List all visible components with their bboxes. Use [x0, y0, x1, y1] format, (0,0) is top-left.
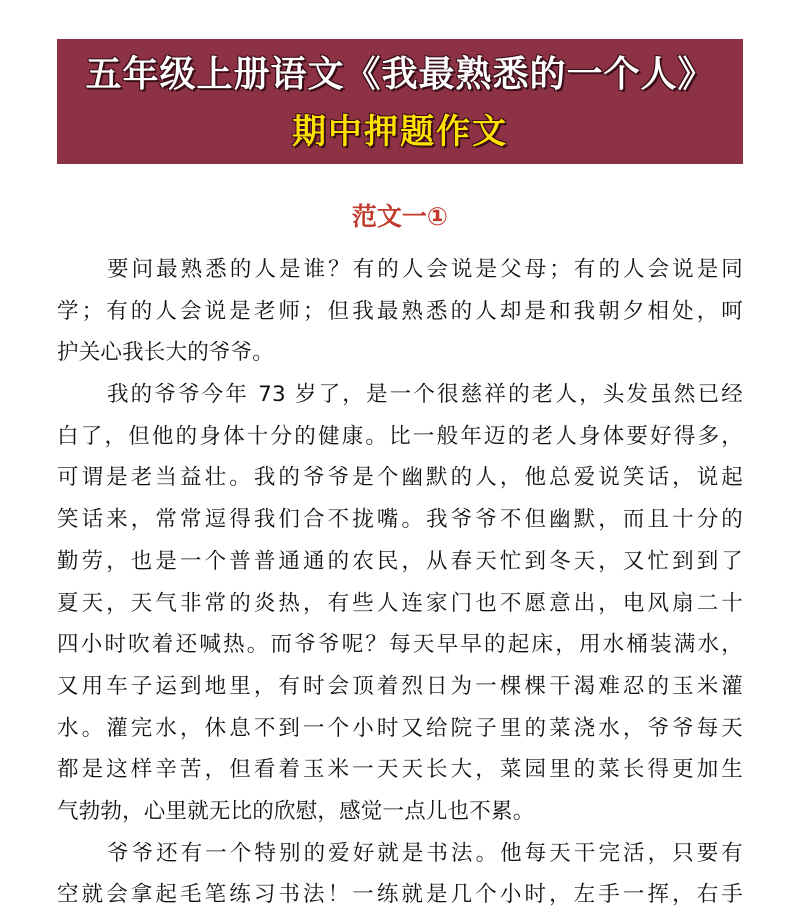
text-line: 水。灌完水，休息不到一个小时又给院子里的菜浇水，爷爷每天	[57, 715, 743, 741]
text-line: 气勃勃，心里就无比的欣慰，感觉一点儿也不累。	[57, 798, 535, 824]
paragraph-1	[57, 249, 743, 374]
paragraph-3	[57, 833, 743, 916]
text-line: 又用车子运到地里，有时会顶着烈日为一棵棵干渴难忍的玉米灌	[57, 673, 743, 699]
text-line: 护关心我长大的爷爷。	[57, 340, 275, 366]
header-banner	[57, 39, 743, 164]
text-line: 我的爷爷今年 73 岁了，是一个很慈祥的老人，头发虽然已经	[107, 382, 743, 408]
text-line: 空就会拿起毛笔练习书法！一练就是几个小时，左手一挥，右手	[57, 882, 743, 908]
text-line: 四小时吹着还喊热。而爷爷呢？每天早早的起床，用水桶装满水，	[57, 632, 743, 658]
document-title: 五年级上册语文《我最熟悉的一个人》	[85, 54, 715, 95]
essay-body	[57, 249, 743, 916]
document-subtitle: 期中押题作文	[292, 112, 508, 152]
text-line: 白了，但他的身体十分的健康。比一般年迈的老人身体要好得多，	[57, 423, 743, 449]
text-line: 都是这样辛苦，但看着玉米一天天长大，菜园里的菜长得更加生	[57, 757, 743, 783]
text-line: 爷爷还有一个特别的爱好就是书法。他每天干完活，只要有	[107, 840, 743, 866]
text-line: 学；有的人会说是老师；但我最熟悉的人却是和我朝夕相处，呵	[57, 298, 743, 324]
paragraph-2	[57, 374, 743, 833]
text-line: 勤劳，也是一个普普通通的农民，从春天忙到冬天，又忙到到了	[57, 548, 743, 574]
text-line: 笑话来，常常逗得我们合不拢嘴。我爷爷不但幽默，而且十分的	[57, 507, 743, 533]
text-line: 可谓是老当益壮。我的爷爷是个幽默的人，他总爱说笑话，说起	[57, 465, 743, 491]
text-line: 要问最熟悉的人是谁？有的人会说是父母；有的人会说是同	[107, 257, 743, 282]
section-title: 范文一①	[351, 202, 449, 231]
text-line: 夏天，天气非常的炎热，有些人连家门也不愿意出，电风扇二十	[57, 590, 743, 616]
